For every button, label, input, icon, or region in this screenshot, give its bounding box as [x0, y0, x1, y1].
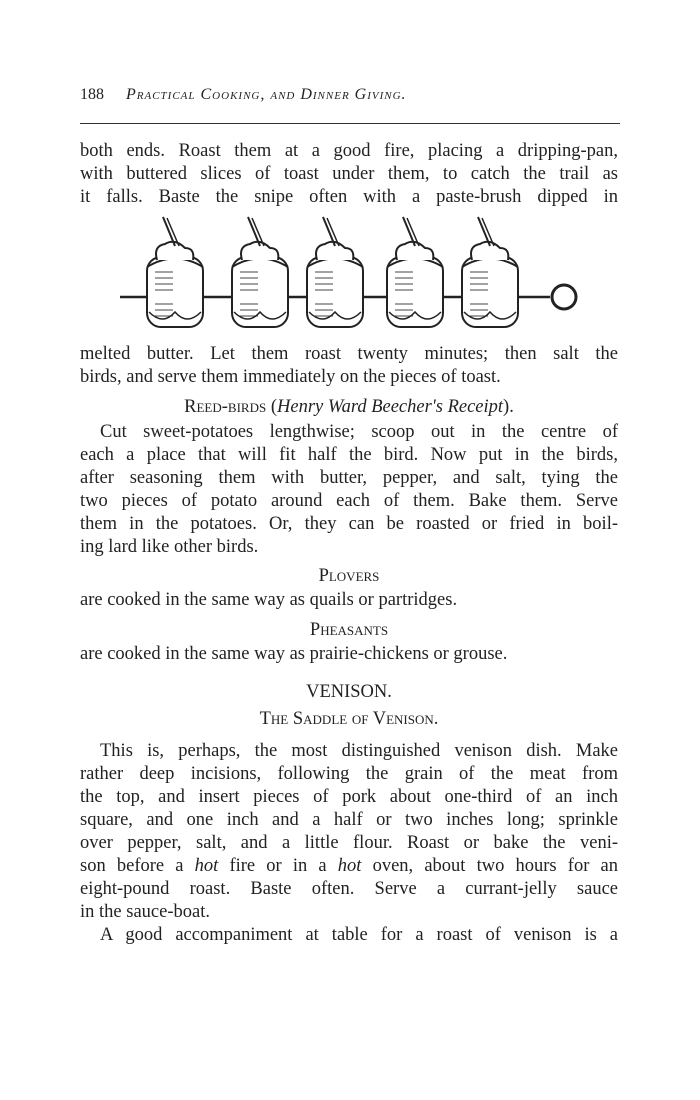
- text-segment: them in the potatoes. Or, they can be roasted or fried in boil-: [80, 514, 618, 534]
- text-segment: over pepper, salt, and a little flour. Roast or bake the veni-: [80, 833, 618, 853]
- text-segment: VENISON.: [306, 682, 392, 702]
- text-line: [80, 786, 618, 808]
- text-line: [80, 140, 618, 162]
- running-header: [80, 86, 618, 110]
- page-number: 188: [80, 86, 104, 103]
- text-segment: rather deep incisions, following the grain of the meat from: [80, 764, 618, 784]
- text-line: [80, 643, 618, 665]
- header-rule: [80, 123, 620, 124]
- text-segment: the top, and insert pieces of pork about one-third of an inch: [80, 787, 618, 807]
- text-segment: (: [266, 397, 277, 417]
- text-segment: The Saddle of Venison.: [259, 709, 439, 729]
- text-segment: oven, about two hours for an: [361, 856, 618, 876]
- section-heading: [80, 681, 618, 703]
- text-line: [80, 832, 618, 854]
- snipe-on-skewer-illustration: [120, 212, 590, 342]
- bird-on-skewer: [387, 217, 443, 327]
- text-segment: both ends. Roast them at a good fire, placing a dripping-pan,: [80, 141, 618, 161]
- text-segment: eight-pound roast. Baste often. Serve a currant-jelly sauce: [80, 879, 618, 899]
- text-line: [100, 740, 618, 762]
- text-line: [80, 490, 618, 512]
- text-segment: Cut sweet-potatoes lengthwise; scoop out in the centre of: [100, 422, 618, 442]
- text-segment: in the sauce-boat.: [80, 902, 210, 922]
- text-line: [80, 366, 618, 388]
- text-segment: Pheasants: [309, 620, 389, 640]
- text-segment: are cooked in the same way as prairie-chickens or grouse.: [80, 644, 508, 664]
- bird-on-skewer: [462, 217, 518, 327]
- text-line: [80, 513, 618, 535]
- text-segment: melted butter. Let them roast twenty minutes; then salt the: [80, 344, 618, 364]
- text-segment: ).: [503, 397, 514, 417]
- text-segment: ing lard like other birds.: [80, 537, 259, 557]
- text-segment: fire or in a: [218, 856, 338, 876]
- text-segment: hot: [337, 856, 362, 876]
- text-line: [80, 809, 618, 831]
- section-heading: [80, 619, 618, 641]
- text-segment: Henry Ward Beecher's Receipt: [277, 397, 504, 417]
- text-segment: two pieces of potato around each of them. Bake them. Serve: [80, 491, 618, 511]
- text-line: [80, 186, 618, 208]
- text-line: [80, 763, 618, 785]
- text-line: [100, 924, 618, 946]
- text-line: [80, 467, 618, 489]
- text-segment: son before a: [80, 856, 195, 876]
- text-line: [80, 163, 618, 185]
- running-title: Practical Cooking, and Dinner Giving.: [126, 86, 407, 103]
- text-line: [80, 343, 618, 365]
- bird-on-skewer: [232, 217, 288, 327]
- text-segment: hot: [194, 856, 219, 876]
- bird-on-skewer: [147, 217, 203, 327]
- text-line: [80, 536, 618, 558]
- text-line: [80, 878, 618, 900]
- text-segment: birds, and serve them immediately on the pieces of toast.: [80, 367, 501, 387]
- text-segment: each a place that will fit half the bird. Now put in the birds,: [80, 445, 618, 465]
- text-segment: are cooked in the same way as quails or partridges.: [80, 590, 458, 610]
- text-segment: it falls. Baste the snipe often with a paste-brush dipped in: [80, 187, 618, 207]
- text-segment: after seasoning them with butter, pepper, and salt, tying the: [80, 468, 618, 488]
- text-line: [80, 589, 618, 611]
- text-segment: This is, perhaps, the most distinguished venison dish. Make: [100, 741, 618, 761]
- text-line: [80, 444, 618, 466]
- section-heading: [80, 708, 618, 730]
- text-line: [100, 421, 618, 443]
- bird-on-skewer: [307, 217, 363, 327]
- section-heading: [80, 565, 618, 587]
- text-line: [80, 855, 618, 877]
- text-line: [80, 901, 618, 923]
- section-heading: [80, 396, 618, 418]
- text-segment: with buttered slices of toast under them, to catch the trail as: [80, 164, 618, 184]
- text-segment: A good accompaniment at table for a roast of venison is a: [100, 925, 618, 945]
- text-segment: Reed-birds: [184, 397, 267, 417]
- text-segment: square, and one inch and a half or two inches long; sprinkle: [80, 810, 618, 830]
- text-segment: Plovers: [318, 566, 380, 586]
